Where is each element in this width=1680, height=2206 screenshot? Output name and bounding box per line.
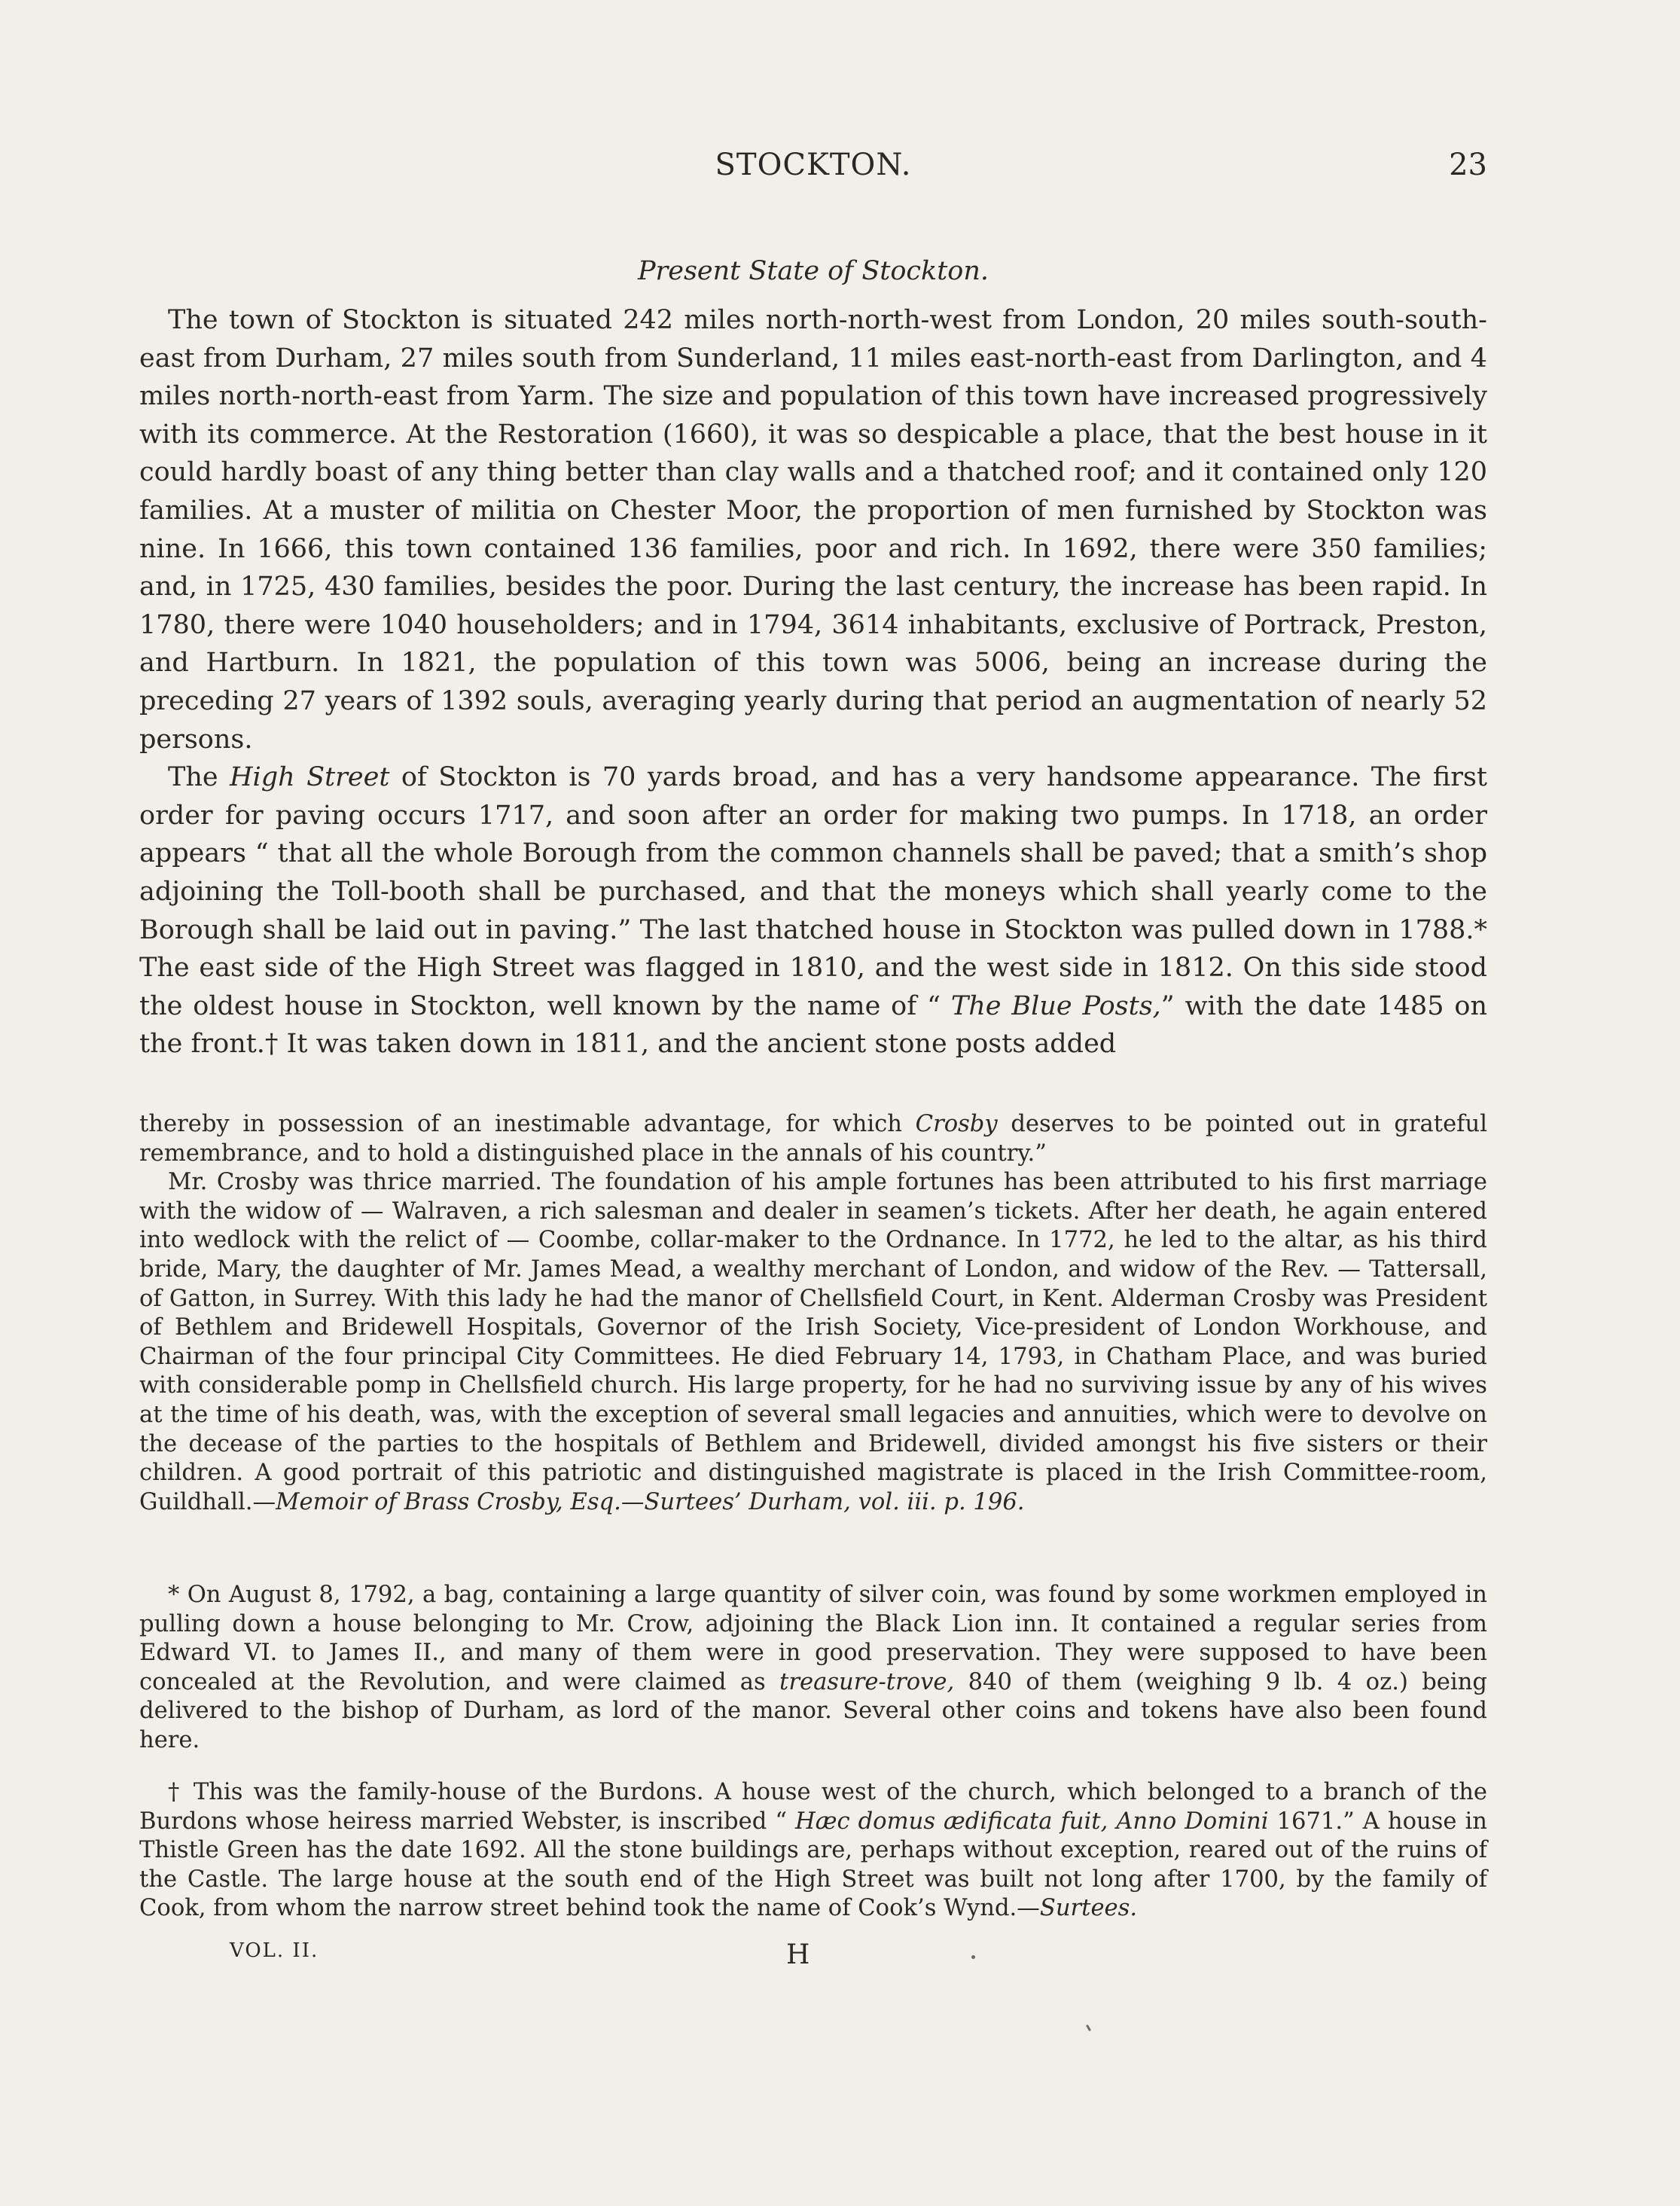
paragraph-high-street-text-3: ” with the date 1485 on the front.† It was taken down in 1811, and the ancient stone posts added — [139, 990, 1487, 1060]
page-footer — [0, 1939, 1680, 1977]
footnote-crosby-citation: Memoir of Brass Crosby, Esq.—Surtees’ Durham, vol. iii. p. 196. — [276, 1488, 1025, 1515]
footnote-crosby-biography-text: Mr. Crosby was thrice married. The foundation of his ample fortunes has been attributed to his first marriage with the widow of — Walraven, a rich salesman and dealer in seamen’s tickets. After her death, he again entered into wedlock with the relict of — Coombe, collar-maker to the Ordnance. In 1772, he led to the altar, as his third bride, Mary, the daughter of Mr. James Mead, a wealthy merchant of London, and widow of the Rev. — Tattersall, of Gatton, in Surrey. With this lady he had the manor of Chellsfield Court, in Kent. Alderman Crosby was President of Bethlem and Bridewell Hospitals, Governor of the Irish Society, Vice-president of London Workhouse, and Chairman of the four principal City Committees. He died February 14, 1793, in Chatham Place, and was buried with considerable pomp in Chellsfield church. His large property, for he had no surviving issue by any of his wives at the time of his death, was, with the exception of several small legacies and annuities, which were to devolve on the decease of the parties to the hospitals of Bethlem and Bridewell, divided amongst his five sisters or their children. A good portrait of this patriotic and distinguished magistrate is placed in the Irish Committee-room, Guildhall.— — [139, 1169, 1487, 1515]
footnote-dagger — [139, 1778, 1487, 1924]
signature-mark: H — [786, 1939, 810, 1970]
high-street-italic: High Street — [230, 762, 390, 793]
crosby-italic: Crosby — [915, 1111, 998, 1137]
footnote-burdons-text-2: 1671.” A house in Thistle Green has the date 1692. All the stone buildings are, perhaps without exception, reared out of the ruins of the Castle. The large house at the south end of the High Street was built not long after 1700, by the family of Cook, from whom the narrow street behind took the name of Cook’s Wynd.— — [139, 1808, 1487, 1922]
surtees-italic: Surtees. — [1039, 1895, 1138, 1922]
volume-label: VOL. II. — [230, 1939, 319, 1962]
section-title: Present State of Stockton. — [637, 256, 989, 286]
treasure-trove-italic: treasure-trove, — [779, 1668, 955, 1695]
footnote-burdons — [139, 1778, 1487, 1924]
ink-speck — [971, 1955, 975, 1959]
footnote-crosby-biography — [139, 1168, 1487, 1517]
main-text — [139, 301, 1487, 1063]
footnote-burdons-text-1: † This was the family-house of the Burdons. A house west of the church, which belonged to a branch of the Burdons whose heiress married Webster, is inscribed “ — [139, 1779, 1487, 1835]
ink-speck — [1086, 2024, 1091, 2031]
running-title: STOCKTON. — [715, 148, 912, 182]
latin-inscription-italic: Hæc domus ædificata fuit, Anno Domini — [795, 1808, 1269, 1835]
paragraph-high-street — [139, 758, 1487, 1063]
footnote-crosby-text-1: thereby in possession of an inestimable advantage, for which — [139, 1111, 916, 1137]
footnote-asterisk — [139, 1581, 1487, 1756]
footnote-crosby-text-2: deserves to be pointed out in grateful remembrance, and to hold a distinguished place in the annals of his country.” — [139, 1111, 1487, 1167]
paragraph-high-street-text-2: of Stockton is 70 yards broad, and has a very handsome appearance. The first order for paving occurs 1717, and soon after an order for making two pumps. In 1718, an order appears “ that all the whole Borough from the common channels shall be paved; that a smith’s shop adjoining the Toll-booth shall be purchased, and that the moneys which shall yearly come to the Borough shall be laid out in paving.” The last thatched house in Stockton was pulled down in 1788.* The east side of the High Street was flagged in 1810, and the west side in 1812. On this side stood the oldest house in Stockton, well known by the name of “ — [139, 762, 1487, 1021]
footnote-coin-hoard-text-1: * On August 8, 1792, a bag, containing a large quantity of silver coin, was found by some workmen employed in pulling down a house belonging to Mr. Crow, adjoining the Black Lion inn. It contained a regular series from Edward VI. to James II., and many of them were in good preservation. They were supposed to have been concealed at the Revolution, and were claimed as — [139, 1582, 1487, 1695]
footnote-crosby — [139, 1110, 1487, 1517]
footnote-coin-hoard-text-2: 840 of them (weighing 9 lb. 4 oz.) being delivered to the bishop of Durham, as lord of the manor. Several other coins and tokens have also been found here. — [139, 1668, 1487, 1753]
footnote-crosby-continuation — [139, 1110, 1487, 1168]
page-header — [139, 148, 1487, 190]
page-number: 23 — [1449, 148, 1487, 182]
footnote-coin-hoard — [139, 1581, 1487, 1756]
paragraph-high-street-text-1: The — [168, 762, 230, 793]
paragraph-population: The town of Stockton is situated 242 miles north-north-west from London, 20 miles south-south-east from Durham, 27 miles south from Sunderland, 11 miles east-north-east from Darlington, and 4 miles north-north-east from Yarm. The size and population of this town have increased progressively with its commerce. At the Restoration (1660), it was so despicable a place, that the best house in it could hardly boast of any thing better than clay walls and a thatched roof; and it contained only 120 families. At a muster of militia on Chester Moor, the proportion of men furnished by Stockton was nine. In 1666, this town contained 136 families, poor and rich. In 1692, there were 350 families; and, in 1725, 430 families, besides the poor. During the last century, the increase has been rapid. In 1780, there were 1040 householders; and in 1794, 3614 inhabitants, exclusive of Portrack, Preston, and Hartburn. In 1821, the population of this town was 5006, being an increase during the preceding 27 years of 1392 souls, averaging yearly during that period an augmentation of nearly 52 persons. — [139, 305, 1487, 755]
blue-posts-italic: The Blue Posts, — [950, 990, 1161, 1021]
